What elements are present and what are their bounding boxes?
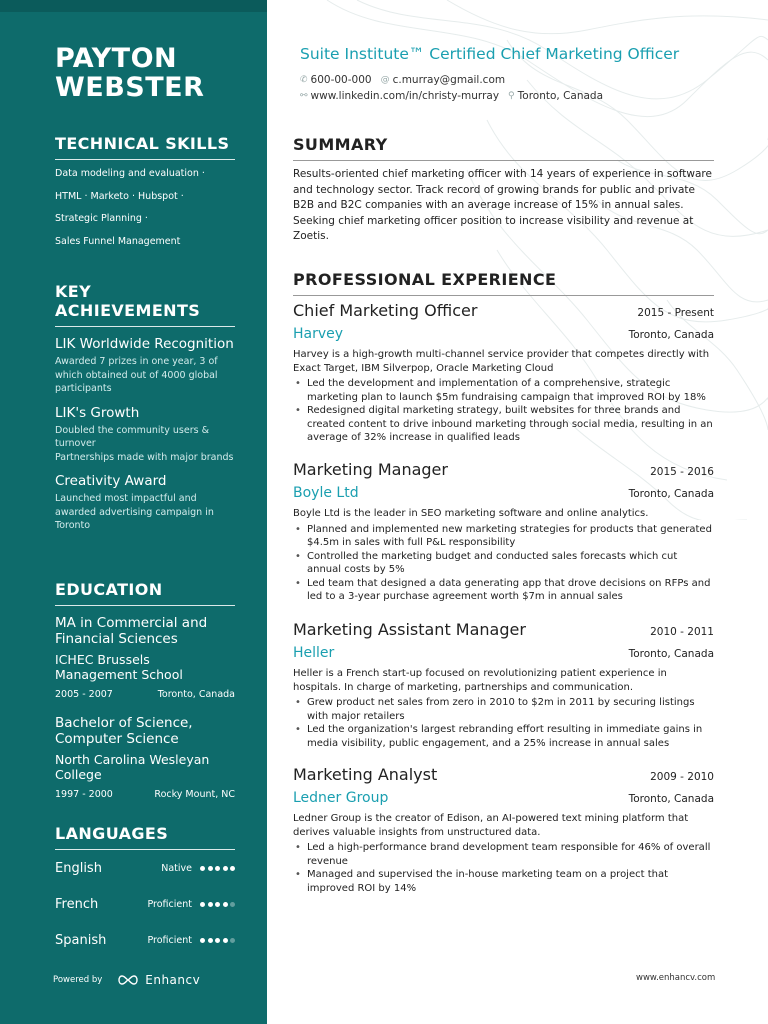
skills-section — [55, 134, 235, 258]
job-location: Toronto, Canada — [628, 793, 714, 805]
achievement-desc: Awarded 7 prizes in one year, 3 of which obtained out of 4000 global participants — [55, 356, 218, 394]
achievement-title: LIK Worldwide Recognition — [55, 336, 234, 352]
job-entry — [293, 765, 714, 895]
rating-dot-filled — [208, 902, 213, 907]
job-description: Boyle Ltd is the leader in SEO marketing software and online analytics. — [293, 508, 649, 519]
education-item — [55, 715, 235, 800]
language-row — [55, 886, 235, 922]
job-bullet: • Led the organization's largest rebranding effort resulting in immediate gains in media visibility, public engagement, and a 25% increase in annual sales — [293, 723, 714, 750]
infinity-icon — [116, 974, 140, 986]
education-location: Rocky Mount, NC — [154, 789, 235, 800]
skills-list — [55, 168, 235, 248]
brand-name: Enhancv — [145, 973, 201, 987]
job-bullets — [293, 841, 714, 895]
job-title: Marketing Analyst — [293, 765, 438, 784]
education-heading: EDUCATION — [55, 580, 235, 606]
location-text: Toronto, Canada — [517, 90, 604, 102]
language-level: Proficient — [147, 934, 192, 946]
education-meta — [55, 689, 235, 700]
job-bullet: • Led team that designed a data generating app that drove decisions on RFPs and led to a 3-year purchase agreement worth $7m in annual sales — [293, 577, 714, 604]
enhancv-logo[interactable] — [116, 973, 200, 987]
rating-dot-filled — [223, 938, 228, 943]
job-dates: 2010 - 2011 — [650, 626, 714, 638]
experience-heading: PROFESSIONAL EXPERIENCE — [293, 270, 714, 296]
link-icon: ⚯ — [300, 91, 308, 101]
rating-dot-filled — [223, 902, 228, 907]
achievement-desc: Doubled the community users & turnover Partnerships made with major brands — [55, 424, 234, 463]
powered-by-label: Powered by — [53, 975, 103, 985]
language-name: English — [55, 860, 102, 876]
education-section — [55, 580, 235, 800]
languages-heading: LANGUAGES — [55, 824, 235, 850]
skill-item: Strategic Planning · — [55, 213, 148, 224]
rating-dot-filled — [200, 866, 205, 871]
job-company: Ledner Group — [293, 790, 389, 806]
education-dates: 2005 - 2007 — [55, 689, 113, 700]
phone-text: 600-00-000 — [310, 74, 372, 86]
language-rating — [200, 866, 235, 871]
job-location: Toronto, Canada — [628, 488, 714, 500]
language-name: Spanish — [55, 932, 107, 948]
rating-dot-filled — [208, 866, 213, 871]
education-dates: 1997 - 2000 — [55, 789, 113, 800]
job-dates: 2015 - 2016 — [650, 466, 714, 478]
skill-item: HTML · Marketo · Hubspot · — [55, 190, 184, 202]
candidate-name — [55, 44, 255, 102]
powered-by — [53, 973, 200, 987]
language-name: French — [55, 896, 99, 912]
summary-heading: SUMMARY — [293, 135, 714, 161]
language-row — [55, 922, 235, 958]
email-text: c.murray@gmail.com — [392, 74, 506, 86]
job-title: Chief Marketing Officer — [293, 301, 478, 320]
linkedin[interactable] — [300, 90, 499, 102]
footer-website-link[interactable]: www.enhancv.com — [636, 973, 716, 983]
achievement-desc: Launched most impactful and awarded advertising campaign in Toronto — [55, 493, 214, 531]
achievements-section — [55, 282, 235, 533]
job-description: Harvey is a high-growth multi-channel service provider that competes directly with Exact Target, IBM Silverpop, Oracle Marketing Cloud — [293, 349, 710, 374]
language-row — [55, 850, 235, 886]
phone[interactable] — [300, 74, 372, 86]
job-dates: 2009 - 2010 — [650, 771, 714, 783]
education-location: Toronto, Canada — [157, 689, 235, 700]
location-pin-icon: ⚲ — [508, 91, 515, 101]
job-bullet: • Led the development and implementation of a comprehensive, strategic marketing plan to launch $5m fundraising campaign that improved ROI by 18% — [293, 377, 714, 404]
job-description: Ledner Group is the creator of Edison, an AI-powered text mining platform that derives valuable insights from unstructured data. — [293, 813, 689, 838]
rating-dot-filled — [200, 902, 205, 907]
job-bullets — [293, 523, 714, 604]
sidebar — [0, 0, 267, 1024]
rating-dot-filled — [230, 866, 235, 871]
at-icon: @ — [380, 75, 390, 85]
achievement-title: Creativity Award — [55, 473, 167, 489]
education-school: ICHEC Brussels Management School — [55, 652, 183, 682]
sidebar-top-strip — [0, 0, 267, 12]
job-title: Marketing Assistant Manager — [293, 620, 526, 639]
rating-dot-filled — [215, 902, 220, 907]
headline: Suite Institute™ Certified Chief Marketing Officer — [300, 45, 680, 63]
achievement-item — [55, 336, 235, 396]
contact-row-2 — [300, 90, 603, 102]
languages-section — [55, 824, 235, 958]
achievements-heading: KEY ACHIEVEMENTS — [55, 282, 235, 327]
job-bullet: • Grew product net sales from zero in 2010 to $2m in 2011 by securing listings with major retailers — [293, 696, 714, 723]
language-rating — [200, 938, 235, 943]
summary-text: Results-oriented chief marketing officer with 14 years of experience in software and technology sector. Track record of growing brands for public and private B2B and B2C companies with an average increase of 15% in annual sales. Seeking chief marketing officer position to increase visibility and revenue at Zoetis. — [293, 168, 712, 242]
rating-dot-filled — [215, 938, 220, 943]
job-bullet: • Planned and implemented new marketing strategies for products that generated $4.5m in sales with full P&L responsibility — [293, 523, 714, 550]
phone-icon: ✆ — [300, 75, 308, 85]
job-company: Harvey — [293, 326, 344, 342]
job-bullet: • Redesigned digital marketing strategy, built websites for three brands and created content to drive inbound marketing through social media, resulting in an average of 32% increase in qualified leads — [293, 404, 714, 445]
job-entry — [293, 301, 714, 445]
job-dates: 2015 - Present — [637, 307, 714, 319]
email[interactable] — [381, 74, 506, 86]
linkedin-text: www.linkedin.com/in/christy-murray — [310, 90, 500, 102]
rating-dot-empty — [230, 938, 235, 943]
job-bullets — [293, 377, 714, 445]
language-level: Proficient — [147, 898, 192, 910]
first-name: PAYTON — [55, 43, 178, 74]
job-bullet: • Managed and supervised the in-house marketing team on a project that improved ROI by 14% — [293, 868, 714, 895]
achievement-title: LIK's Growth — [55, 404, 140, 421]
education-meta — [55, 789, 235, 800]
rating-dot-filled — [215, 866, 220, 871]
job-company: Boyle Ltd — [293, 485, 359, 501]
job-location: Toronto, Canada — [628, 329, 714, 341]
job-entry — [293, 620, 714, 750]
last-name: WEBSTER — [55, 72, 205, 103]
job-title: Marketing Manager — [293, 460, 448, 479]
job-location: Toronto, Canada — [628, 648, 714, 660]
rating-dot-filled — [200, 938, 205, 943]
skill-item: Data modeling and evaluation · — [55, 168, 205, 179]
location — [508, 90, 603, 102]
job-bullet: • Led a high-performance brand development team responsible for 46% of overall revenue — [293, 841, 714, 868]
job-description: Heller is a French start-up focused on revolutionizing patient experience in hospitals. In charge of marketing, partnerships and communication. — [293, 668, 667, 693]
education-school: North Carolina Wesleyan College — [55, 752, 210, 782]
language-rating — [200, 902, 235, 907]
education-degree: Bachelor of Science, Computer Science — [55, 715, 193, 747]
job-bullets — [293, 696, 714, 750]
achievement-item — [55, 405, 235, 465]
language-level: Native — [161, 862, 192, 874]
job-company: Heller — [293, 645, 335, 661]
contact-row-1 — [300, 74, 505, 86]
job-entry — [293, 460, 714, 604]
job-bullet: • Controlled the marketing budget and conducted sales forecasts which cut annual costs by 5% — [293, 550, 714, 577]
rating-dot-filled — [208, 938, 213, 943]
achievement-item — [55, 473, 235, 533]
rating-dot-filled — [223, 866, 228, 871]
education-degree: MA in Commercial and Financial Sciences — [55, 615, 208, 647]
education-item — [55, 615, 235, 700]
skill-item: Sales Funnel Management — [55, 235, 181, 247]
rating-dot-empty — [230, 902, 235, 907]
skills-heading: TECHNICAL SKILLS — [55, 134, 235, 160]
